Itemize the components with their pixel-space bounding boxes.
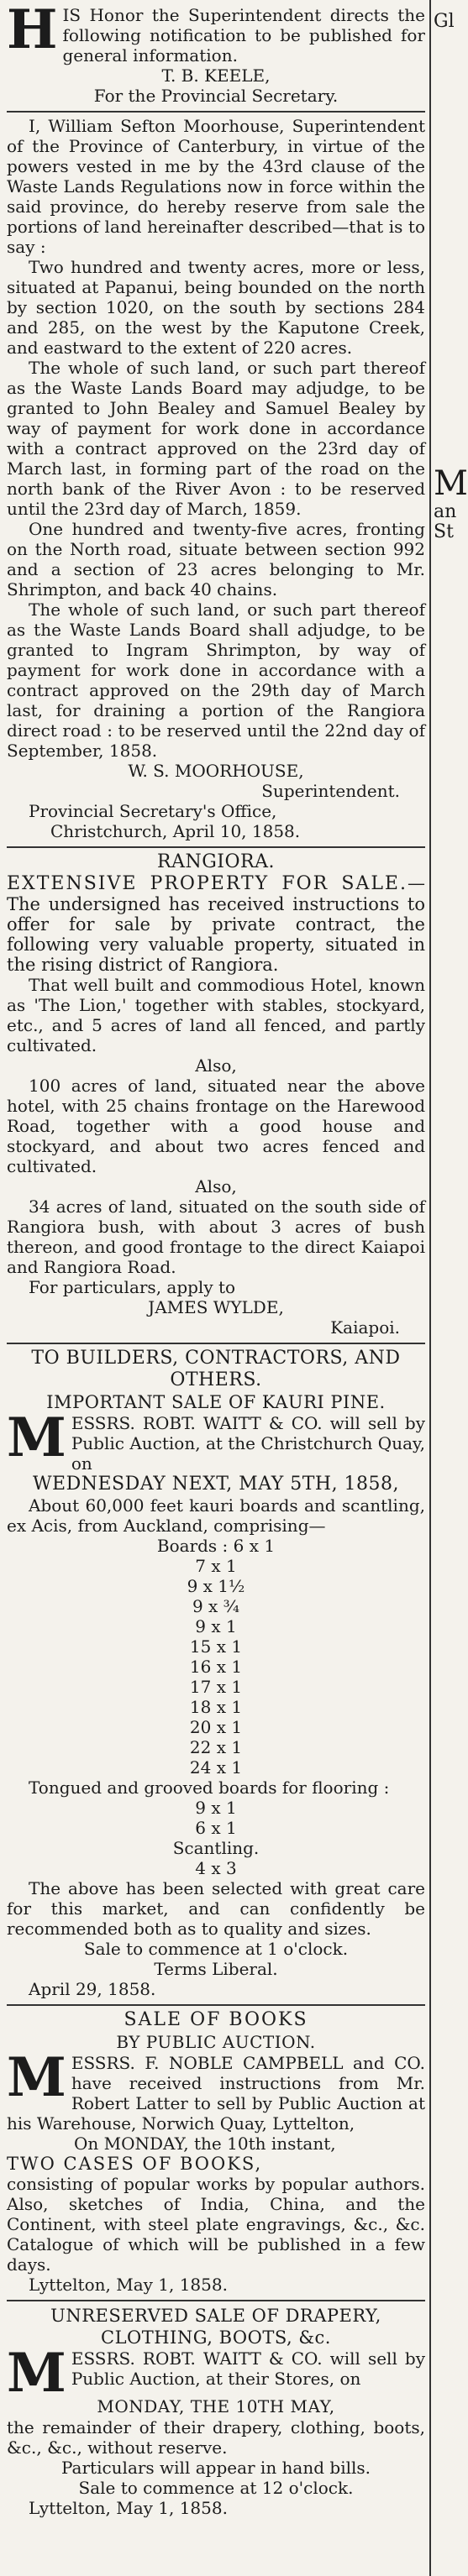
drapery-particulars: Particulars will appear in hand bills. — [60, 2458, 371, 2478]
board-size: 20 x 1 — [189, 1717, 243, 1737]
tongued-size: 9 x 1 — [195, 1798, 237, 1818]
notice-signer-title: For the Provincial Secretary. — [93, 86, 339, 106]
divider — [7, 846, 425, 848]
rangiora-also-2: Also, — [195, 1176, 237, 1196]
rangiora-advert — [7, 851, 425, 1338]
notice-para-4: The whole of such land, or such part thereof as the Waste Lands Board shall adjudge, to be granted to Ingram Shrimpton, by way of payment for work done in accordance with a contract approved on the 29th day of March last, for draining a portion of the Rangiora direct road : to be reserved until the 22nd day of September, 1858. — [7, 599, 425, 761]
notice-intro — [7, 0, 425, 65]
adjacent-column-fragment: an — [434, 501, 457, 522]
drapery-advert — [7, 2305, 425, 2518]
kauri-heading-1: TO BUILDERS, CONTRACTORS, AND — [31, 1348, 401, 1369]
tongued-list — [7, 1798, 425, 1838]
board-size: 17 x 1 — [189, 1677, 243, 1697]
rangiora-para-2: 100 acres of land, situated near the above hotel, with 25 chains frontage on the Harewood Road, together with a good house and stockyard, and about two acres fenced and cultivated. — [7, 1076, 425, 1176]
drapery-date: MONDAY, THE 10TH MAY, — [97, 2396, 335, 2416]
notice-sig-name: W. S. MOORHOUSE, — [128, 761, 304, 781]
drop-cap: M — [7, 1406, 66, 1469]
rangiora-intro-text: —The undersigned has received instructions to offer for sale by private contract, the following very valuable property, situated in the rising district of Rangiora. — [7, 873, 425, 975]
divider — [7, 1343, 425, 1344]
board-size: 9 x ¾ — [192, 1596, 240, 1616]
kauri-desc: About 60,000 feet kauri boards and scantling, ex Acis, from Auckland, comprising— — [7, 1495, 425, 1536]
rangiora-also-1: Also, — [195, 1055, 237, 1076]
divider — [7, 2300, 425, 2301]
rangiora-headline: EXTENSIVE PROPERTY FOR SALE. — [7, 873, 408, 894]
kauri-heading-3: IMPORTANT SALE OF KAURI PINE. — [46, 1392, 386, 1412]
books-date: On MONDAY, the 10th instant, — [74, 2134, 336, 2154]
notice-signer: T. B. KEELE, — [161, 65, 271, 86]
books-intro — [7, 2046, 425, 2134]
boards-row — [7, 1536, 425, 1556]
kauri-date-line: April 29, 1858. — [29, 1979, 156, 1999]
drapery-intro-text: ESSRS. ROBT. WAITT & CO. will sell by Public Auction, at their Stores, on — [71, 2348, 425, 2389]
drapery-heading-1: UNRESERVED SALE OF DRAPERY, — [50, 2306, 381, 2326]
boards-list — [7, 1536, 425, 1778]
notice-para-1: Two hundred and twenty acres, more or less, situated at Papanui, being bounded on the north by section 1020, on the south by sections 284 and 285, on the west by the Kaputone Creek, and eastward to the extent of 220 acres. — [7, 257, 425, 358]
rangiora-agent: JAMES WYLDE, — [148, 1297, 284, 1317]
books-desc: consisting of popular works by popular authors. Also, sketches of India, China, and the Continent, with steel plate engravings, &c., &c. Catalogue of which will be published in a few days. — [7, 2174, 425, 2275]
books-heading-1: SALE OF BOOKS — [124, 2009, 308, 2030]
boards-label: Boards : — [156, 1536, 229, 1556]
rangiora-heading: RANGIORA. — [157, 851, 275, 872]
tongued-size: 6 x 1 — [195, 1818, 237, 1838]
notice-para-2: The whole of such land, or such part thereof as the Waste Lands Board may adjudge, to be granted to John Bealey and Samuel Bealey by way of payment for work done in accordance with a contract approved on the 23rd day of March last, in forming part of the road on the north bank of the River Avon : to be reserved until the 23rd day of March, 1859. — [7, 358, 425, 519]
board-size: 24 x 1 — [189, 1757, 243, 1778]
scantling-size: 4 x 3 — [195, 1858, 237, 1878]
drapery-heading-2: CLOTHING, BOOTS, &c. — [101, 2327, 331, 2348]
books-heading-2: BY PUBLIC AUCTION. — [116, 2032, 316, 2052]
drop-cap: H — [7, 0, 58, 61]
kauri-advert — [7, 1348, 425, 1999]
rangiora-intro — [7, 873, 425, 975]
divider — [7, 111, 425, 113]
drapery-intro — [7, 2342, 425, 2405]
superintendent-notice — [7, 0, 425, 841]
rangiora-para-1: That well built and commodious Hotel, known as 'The Lion,' together with stables, stockyard, etc., and 5 acres of land all fenced, and partly cultivated. — [7, 975, 425, 1055]
kauri-terms: Terms Liberal. — [154, 1959, 278, 1979]
rangiora-para-3: 34 acres of land, situated on the south side of Rangiora bush, with about 3 acres of bush thereon, and good frontage to the direct Kaiapoi and Rangiora Road. — [7, 1196, 425, 1277]
board-size: 15 x 1 — [189, 1636, 243, 1657]
notice-sig-title: Superintendent. — [261, 781, 400, 801]
kauri-intro — [7, 1406, 425, 1474]
scantling-label: Scantling. — [172, 1838, 260, 1858]
drapery-desc: the remainder of their drapery, clothing, boots, &c., &c., without reserve. — [7, 2417, 425, 2458]
drop-cap: M — [7, 2046, 66, 2109]
notice-office-date: Christchurch, April 10, 1858. — [50, 821, 301, 841]
drop-cap: M — [7, 2342, 66, 2405]
notice-intro-text: IS Honor the Superintendent directs the following notification to be published for general information. — [62, 5, 425, 65]
books-advert — [7, 2009, 425, 2295]
kauri-date: WEDNESDAY NEXT, MAY 5TH, 1858, — [32, 1474, 400, 1495]
board-size: 6 x 1 — [233, 1536, 276, 1556]
notice-para-3: One hundred and twenty-five acres, fronting on the North road, situate between section 992 and a section of 23 acres belonging to Mr. Shrimpton, and back 40 chains. — [7, 519, 425, 599]
scantling-list — [7, 1858, 425, 1878]
rangiora-agent-place: Kaiapoi. — [330, 1317, 400, 1338]
adjacent-column-fragment: St — [434, 521, 454, 542]
board-size: 16 x 1 — [189, 1657, 243, 1677]
adjacent-column-fragment: Gl — [434, 11, 455, 32]
books-date-line: Lyttelton, May 1, 1858. — [29, 2275, 228, 2295]
books-intro-text: ESSRS. F. NOBLE CAMPBELL and CO. have received instructions from Mr. Robert Latter to sell by Public Auction at his Warehouse, Norwich Quay, Lyttelton, — [7, 2053, 425, 2134]
adjacent-column-fragment: M — [434, 464, 468, 503]
kauri-heading-2: OTHERS. — [170, 1369, 262, 1390]
board-size: 9 x 1½ — [187, 1576, 245, 1596]
books-cases: TWO CASES OF BOOKS, — [7, 2154, 263, 2174]
notice-body-intro: I, William Sefton Moorhouse, Superintendent of the Province of Canterbury, in virtue of the powers vested in me by the 43rd clause of the Waste Lands Regulations now in force within the said province, do hereby reserve from sale the portions of land hereinafter described—that is to say : — [7, 116, 425, 257]
rangiora-particulars: For particulars, apply to — [29, 1277, 236, 1297]
divider — [7, 2004, 425, 2006]
tongued-label: Tongued and grooved boards for flooring : — [29, 1778, 390, 1798]
notice-office: Provincial Secretary's Office, — [29, 801, 277, 821]
kauri-intro-text: ESSRS. ROBT. WAITT & CO. will sell by Public Auction, at the Christchurch Quay, on — [71, 1413, 425, 1474]
column-rule — [429, 0, 431, 2576]
drapery-commence: Sale to commence at 12 o'clock. — [78, 2478, 354, 2498]
board-size: 7 x 1 — [195, 1556, 237, 1576]
board-size: 18 x 1 — [189, 1697, 243, 1717]
board-size: 9 x 1 — [195, 1616, 237, 1636]
kauri-commence: Sale to commence at 1 o'clock. — [83, 1939, 349, 1959]
board-size: 22 x 1 — [189, 1737, 243, 1757]
kauri-closing: The above has been selected with great care for this market, and can confidently be recommended both as to quality and sizes. — [7, 1878, 425, 1939]
drapery-date-line: Lyttelton, May 1, 1858. — [29, 2498, 228, 2518]
